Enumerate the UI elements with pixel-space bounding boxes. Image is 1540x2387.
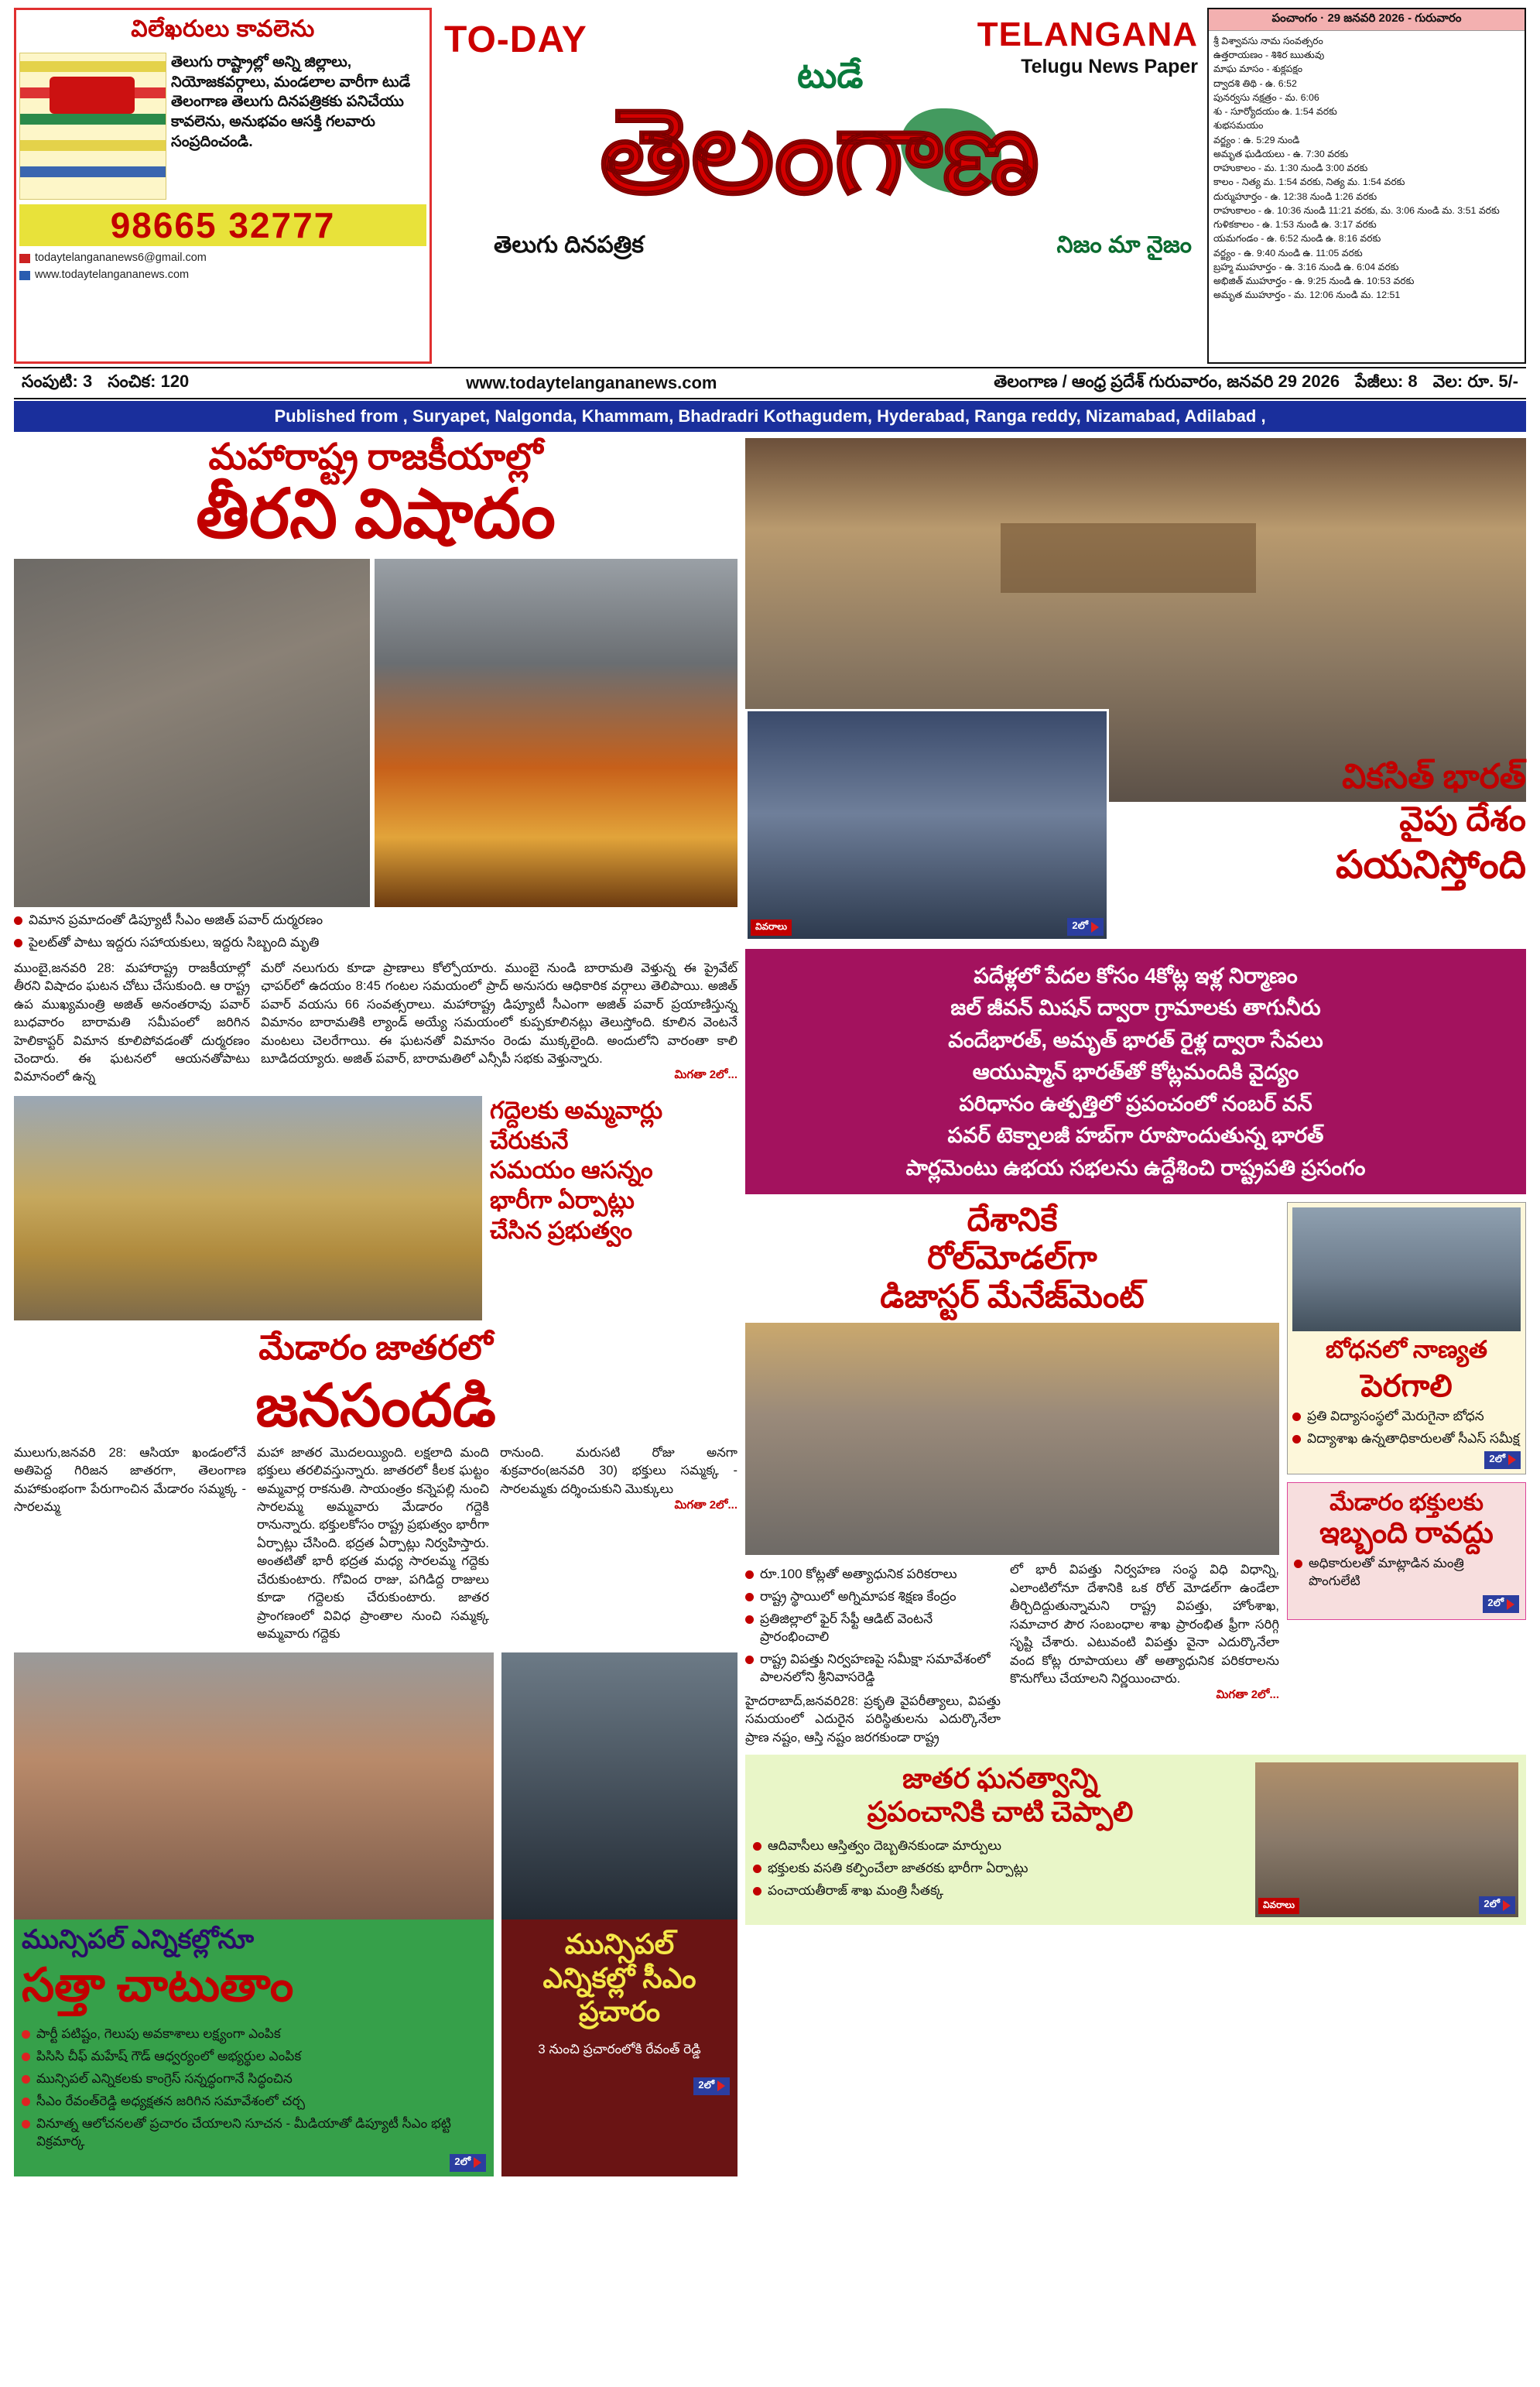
list-item — [753, 1837, 1247, 1855]
bullet-dot-icon — [22, 2120, 30, 2128]
lead-photo-crash — [375, 559, 737, 907]
panchangam-line: రాహుకాలం - మ. 1:30 నుండి 3:00 వరకు — [1213, 163, 1368, 174]
pages-label: పేజీలు: 8 — [1355, 371, 1418, 391]
paper-name: తెలంగాణ — [599, 87, 1040, 217]
photo-tag: వివరాలు — [1258, 1898, 1299, 1914]
medaram-headline-2: జనసందడి — [255, 1373, 496, 1439]
medaram-top — [14, 1096, 737, 1320]
bullet-dot-icon — [753, 1842, 761, 1851]
left-column — [14, 438, 737, 2176]
lead-body-col: మరో నలుగురు కూడా ప్రాణాలు కోల్పోయారు. ముంబై నుండి బారామతి వెళ్తున్న ఈ ప్రైవేట్ ఛాపర్‌లో ఉదయం 8:45 గంటల సమయంలో ప్రాద్ అనుసరు ఆధికారిక వర్గాలు తెలిపాయి. అజిత్ పవార్ వయసు 66 సంవత్సరాలు. మహారాష్ట్ర డిప్యూటీ సీఎంగా అజిత్ పవార్ ప్రయాణిస్తున్న విమానం బారామతికి ల్యాండ్ అయ్యే సమయంలో కుప్పకూలినట్లు తెలుస్తోంది. కూలిన వెంటనే మంటలు చెలరేగాయి. ఈ ఘటనతో విమానం రెండు ముక్కలైంది. అందులోని వారంతా కాలి బూడిదయ్యారు. అజిత్ పవార్, బారామతిలో ఎన్సీపీ సభకు వెళ్తున్నారు. — [261, 961, 737, 1067]
list-item — [745, 1651, 1001, 1687]
president-block — [745, 709, 1526, 941]
panchangam-line: మాఘ మాసం - శుక్లపక్షం — [1213, 63, 1303, 75]
panchangam-lines — [1209, 31, 1525, 305]
panchangam-line: శుభసమయం — [1213, 120, 1264, 132]
education-story — [1287, 1202, 1526, 1474]
medaram-headline-1: మేడారం జాతరలో — [258, 1328, 493, 1367]
bottom-left-row — [14, 1652, 737, 2176]
bullet-dot-icon — [22, 2053, 30, 2061]
point-line: పవర్ టెక్నాలజీ హబ్‌గా రూపొందుతున్న భారత్ — [947, 1123, 1324, 1148]
point-line: జల్ జీవన్ మిషన్ ద్వారా గ్రామాలకు తాగునీరు — [950, 995, 1321, 1020]
photo-tag: వివరాలు — [751, 920, 792, 936]
list-item — [745, 1566, 1001, 1584]
main-content — [14, 438, 1526, 2176]
cm-headline-2: ఎన్నికల్లో సీఎం — [542, 1961, 696, 1994]
list-item — [1292, 1408, 1521, 1426]
bullet-text: పిసిసి చీఫ్ మహేష్ గౌడ్ ఆధ్వర్యంలో అభ్యర్థుల ఎంపిక — [36, 2049, 302, 2064]
municipal-photo — [14, 1652, 494, 1920]
panchangam-line: అభిజిత్ ముహూర్తం - ఉ. 9:25 నుండి ఉ. 10:53 వరకు — [1213, 275, 1415, 286]
bullet-text: పార్టీ పటిష్టం, గెలుపు అవకాశాలు లక్ష్యంగా ఎంపిక — [36, 2026, 281, 2042]
lead-more-link[interactable]: మిగతా 2లో... — [674, 1068, 737, 1082]
ad-website: www.todaytelangananews.com — [35, 268, 190, 281]
paper-tagline: తెలుగు దినపత్రిక — [494, 232, 644, 258]
list-item — [753, 1882, 1247, 1900]
list-item — [1292, 1430, 1521, 1448]
panchangam-line: వర్జ్యం : ఉ. 5:29 నుండి — [1213, 134, 1300, 146]
list-item — [1294, 1555, 1519, 1591]
photo-more-tag[interactable]: 2లో — [1067, 918, 1104, 936]
bullet-dot-icon — [745, 1593, 754, 1601]
issue-label: సంచిక: 120 — [108, 371, 190, 391]
parliament-headline-line: వైపు దేశం — [1399, 800, 1526, 838]
medaram-small-headline-line: మేడారం భక్తులకు — [1330, 1489, 1484, 1515]
jatara-photo — [1255, 1762, 1518, 1917]
volume-label: సంపుటి: 3 — [22, 371, 93, 391]
medaram-more-link[interactable]: మిగతా 2లో... — [674, 1498, 737, 1512]
arrow-icon — [1503, 1900, 1511, 1911]
list-item — [22, 2093, 486, 2111]
bullet-text: విద్యాశాఖ ఉన్నతాధికారులతో సీఎస్ సమీక్ష — [1307, 1430, 1520, 1446]
list-item — [22, 2026, 486, 2043]
globe-icon — [19, 271, 30, 280]
lead-caption-col: ముంబై,జనవరి 28: మహారాష్ట్ర రాజకీయాల్లో తీరని విషాదం ఘటన చోటు చేసుకుంది. ఆ రాష్ట్ర ఉప ముఖ్యమంత్రి అజిత్ అనంతరావు పవార్ బుధవారం బారామతి సమీపంలో జరిగిన హెలికాప్టర్ విమాన కూలిపోవడంతో దుర్మరణం చెందారు. ఈ ఘటనలో ఆయనతోపాటు విమానంలో ఉన్న — [14, 961, 250, 1084]
lead-body — [14, 960, 737, 1087]
disaster-more-link[interactable]: మిగతా 2లో... — [1216, 1688, 1279, 1702]
cm-story — [501, 1652, 737, 2176]
bullet-text: మున్సిపల్ ఎన్నికలకు కాంగ్రెస్ సన్నద్ధంగానే సిద్ధంచిన — [36, 2071, 293, 2087]
list-item — [14, 934, 737, 952]
cm-photo — [501, 1652, 737, 1920]
panchangam-line: యమగండం - ఉ. 6:52 నుండి ఉ. 8:16 వరకు — [1213, 233, 1381, 245]
lead-kicker: మహారాష్ట్ర రాజకీయాల్లో — [208, 437, 543, 478]
paper-slogan: నిజం మా నైజం — [1056, 232, 1192, 258]
cm-headline-3: ప్రచారం — [579, 1995, 660, 2027]
disaster-headline-line: దేశానికే — [967, 1202, 1058, 1238]
disaster-photo — [745, 1323, 1279, 1555]
panchangam-line: గుళికకాలం - ఉ. 1:53 నుండి ఉ. 3:17 వరకు — [1213, 219, 1377, 231]
municipal-headline-2: సత్తా చాటుతాం — [22, 1960, 294, 2012]
panchangam-line: శ్రీ విశ్వావసు నామ సంవత్సరం — [1213, 36, 1323, 46]
right-side-boxes — [1287, 1202, 1526, 1748]
disaster-headline-line: రోల్‌మోడల్‌గా — [927, 1241, 1097, 1277]
disaster-caption: హైదరాబాద్,జనవరి28: ప్రకృతి వైపరీత్యాలు, విపత్తు సమయంలో ఎదురైన పరిస్థితులను ఎదుర్కొనేలా ప్రాణ నష్టం, ఆస్తి నష్టం జరగకుండా రాష్ట్ర — [745, 1694, 1001, 1745]
arrow-icon — [717, 2080, 725, 2091]
ad-phone-number: 98665 32777 — [19, 204, 426, 246]
parliament-headline-line: పయనిస్తోంది — [1336, 843, 1526, 886]
municipal-story — [14, 1652, 494, 2176]
bullet-dot-icon — [14, 916, 22, 925]
bullet-text: పైలట్‌తో పాటు ఇద్దరు సహాయకులు, ఇద్దరు సిబ్బంది మృతి — [29, 935, 320, 950]
masthead-title-block — [436, 8, 1203, 364]
municipal-headline-1: మున్సిపల్ ఎన్నికల్లోనూ — [22, 1926, 255, 1955]
bullet-dot-icon — [14, 939, 22, 947]
bullet-text: భక్తులకు వసతి కల్పించేలా జాతరకు భారీగా ఏర్పాట్లు — [768, 1860, 1028, 1875]
medaram-col1: మహా జాతర మొదలయ్యింది. లక్షలాది మంది భక్తులు తరలివస్తున్నారు. జాతరలో కీలక ఘట్టం అమ్మవార్ల రాకనుతి. సాయంత్రం కన్నెపల్లి నుంచి సారలమ్మ అమ్మవారు మేడారం గద్దెకి రానున్నారు. భక్తులకోసం రాష్ట్ర ప్రభుత్వం భారీగా ఏర్పాట్లు చేసింది. భద్రత ఏర్పాట్లు నిర్వహిస్తారు. అంతటితో భారీ భద్రత మధ్య సారలమ్మ గద్దెకు చేరుకుంటారు. గోవింద రాజు, పగిడిద్ద రాజులు కూడా గద్దెలకు చేరుకుంటారు. జాతర ప్రాంగణంలో వివిధ ప్రాంతాల నుంచి సమ్మక్క అమ్మవారు గద్దెకు — [257, 1445, 489, 1641]
education-headline-line: పెరగాలి — [1360, 1368, 1453, 1403]
disaster-story — [745, 1202, 1279, 1748]
issue-info-bar — [14, 367, 1526, 399]
medaram-side-line: చేరుకునే — [490, 1126, 569, 1154]
lead-photo-group — [14, 559, 737, 907]
panchangam-line: పునర్వసు నక్షత్రం - మ. 6:06 — [1213, 91, 1319, 103]
education-more-tag[interactable]: 2లో — [1484, 1451, 1521, 1469]
lead-bullets — [14, 912, 737, 952]
medaram-body — [14, 1444, 737, 1644]
bullet-text: పంచాయతీరాజ్ శాఖ మంత్రి సీతక్క — [768, 1882, 944, 1898]
list-item — [745, 1611, 1001, 1646]
bullet-text: ఆదివాసీలు ఆస్తిత్వం దెబ్బతినకుండా మార్పులు — [768, 1837, 1002, 1853]
panchangam-line: ఉత్తరాయణం - శిశిర ఋతువు — [1213, 50, 1325, 61]
masthead — [14, 8, 1526, 364]
ad-website-row — [19, 267, 426, 284]
panchangam-line: అమృత ముహూర్తం - మ. 12:06 నుండి మ. 12:51 — [1213, 289, 1401, 301]
panchangam-line: ద్వాదశి తిథి - ఉ. 6:52 — [1213, 77, 1297, 89]
panchangam-line: శు - సూర్యోదయం ఉ. 1:54 వరకు — [1213, 106, 1337, 118]
panchangam-line: కాలం - నిత్య మ. 1:54 వరకు, నిత్య మ. 1:54 వరకు — [1213, 176, 1405, 188]
panchangam-header: పంచాంగం · 29 జనవరి 2026 - గురువారం — [1209, 9, 1525, 31]
parliament-headline — [1117, 709, 1526, 941]
medaram-small-more-tag[interactable]: 2లో — [1483, 1595, 1519, 1613]
bullet-dot-icon — [1294, 1560, 1302, 1568]
bullet-dot-icon — [745, 1656, 754, 1664]
medaram-side-line: గద్దెలకు అమ్మవార్లు — [490, 1096, 663, 1124]
medaram-side-line: చేసిన ప్రభుత్వం — [490, 1216, 633, 1244]
parliament-headline-line: వికసిత్ భారత్ — [1342, 758, 1526, 796]
edition-label: తెలంగాణ / ఆంధ్ర ప్రదేశ్ గురువారం, జనవరి 29 2026 — [994, 371, 1340, 391]
medaram-side-line: భారీగా ఏర్పాట్లు — [490, 1187, 635, 1214]
ad-email-row — [19, 250, 426, 267]
medaram-small-story — [1287, 1482, 1526, 1621]
bullet-dot-icon — [22, 2030, 30, 2039]
disaster-col2: లో భారీ విపత్తు నిర్వహణ సంస్థ విధి విధాన్ని, ఎలాంటిలోనూ దేశానికి ఒక రోల్ మోడల్‌గా ఉండేలా తీర్చిదిద్దుతున్నామని రాష్ట్ర విపత్తు, హోంశాఖ, సమాచార పౌర సంబంధాల శాఖ ప్రారంభిత ఫ్రీగా సరిగ్గి సృష్టి చేశారు. ఎటువంటి విపత్తు వైనా ఎదుర్కొనేలా వంద కోట్ల రూపాయలు తో అత్యాధునిక పరికరాలను కొనుగోలు చేయాలని నిర్ణయించారు. — [1010, 1563, 1279, 1686]
website-link[interactable]: www.todaytelangananews.com — [466, 373, 717, 392]
bullet-text: వినూత్న ఆలోచనలతో ప్రచారం చేయాలని సూచన - మీడియాతో డిప్యూటీ సీఎం భట్టి విక్రమార్క — [36, 2116, 451, 2149]
bullet-text: సీఎం రేవంత్‌రెడ్డి అధ్యక్షతన జరిగిన సమావేశంలో చర్చ — [36, 2094, 306, 2109]
bullet-text: ప్రతిజిల్లాలో ఫైర్ సేఫ్టీ ఆడిట్ వెంటనే ప్రారంభించాలి — [760, 1611, 933, 1645]
panchangam-line: అమృత ఘడియలు - ఉ. 7:30 వరకు — [1213, 148, 1349, 159]
ad-body-text: తెలుగు రాష్ట్రాల్లో అన్ని జిల్లాలు, నియోజకవర్గాలు, మండలాల వారీగా టుడే తెలంగాణ తెలుగు దినపత్రికకు పనిచేయు కావలెను, అనుభవం ఆసక్తి గలవారు సంప్రదించండి. — [171, 53, 411, 150]
cm-subtext: 3 నుంచి ప్రచారంలోకి రేవంత్ రెడ్డి — [538, 2041, 701, 2057]
cm-more-tag[interactable]: 2లో — [693, 2077, 730, 2095]
arrow-icon — [474, 2157, 481, 2168]
president-photo — [745, 709, 1109, 941]
ad-thumbnail-image — [19, 53, 166, 200]
education-headline-line: బోధనలో నాణ్యత — [1326, 1335, 1487, 1363]
telangana-sublabel: Telugu News Paper — [1021, 56, 1198, 77]
cm-headline-1: మున్సిపల్ — [564, 1928, 675, 1961]
bullet-text: అధికారులతో మాట్లాడిన మంత్రి పొంగులేటి — [1309, 1556, 1464, 1589]
bullet-dot-icon — [753, 1865, 761, 1873]
disaster-education-row — [745, 1202, 1526, 1748]
list-item — [745, 1588, 1001, 1606]
panchangam-line: రాహుకాలం - ఉ. 10:36 నుండి 11:21 వరకు, మ. 3:06 నుండి మ. 3:51 వరకు — [1213, 204, 1500, 216]
list-item — [22, 2070, 486, 2088]
disaster-headline-line: డిజాస్టర్ మేనేజ్‌మెంట్ — [880, 1279, 1145, 1315]
bullet-dot-icon — [1292, 1413, 1301, 1421]
today-label: TO-DAY — [444, 19, 587, 60]
jatara-more-tag[interactable]: 2లో — [1479, 1896, 1515, 1914]
list-item — [753, 1860, 1247, 1878]
list-item — [22, 2048, 486, 2066]
panchangam-line: బ్రహ్మ ముహూర్తం - ఉ. 3:16 నుండి ఉ. 6:04 వరకు — [1213, 261, 1399, 272]
panchangam-box — [1207, 8, 1526, 364]
arrow-icon — [1091, 922, 1099, 933]
classified-ad-box — [14, 8, 432, 364]
panchangam-line: దుర్ముహూర్తం - ఉ. 12:38 నుండి 1:26 వరకు — [1213, 190, 1377, 202]
right-column — [745, 438, 1526, 2176]
jatara-story — [745, 1755, 1526, 1925]
published-from-bar: Published from , Suryapet, Nalgonda, Khammam, Bhadradri Kothagudem, Hyderabad, Ranga reddy, Nizamabad, Adilabad , — [14, 401, 1526, 432]
point-line: పరిధానం ఉత్పత్తిలో ప్రపంచంలో నంబర్ వన్ — [959, 1091, 1312, 1115]
bullet-text: ప్రతి విద్యాసంస్థలో మెరుగైనా బోధన — [1307, 1408, 1484, 1423]
point-line: పదేళ్లలో పేదల కోసం 4కోట్ల ఇళ్ల నిర్మాణం — [974, 964, 1298, 988]
bullet-dot-icon — [745, 1570, 754, 1579]
point-line: ఆయుష్మాన్ భారత్‌తో కోట్లమందికి వైద్యం — [972, 1059, 1299, 1084]
lead-headline: తీరని విషాదం — [196, 477, 556, 553]
bullet-text: రాష్ట్ర విపత్తు నిర్వహణపై సమీక్షా సమావేశంలో పాలనలోని శ్రీనివాసరెడ్డి — [760, 1652, 991, 1685]
point-line: పార్లమెంటు ఉభయ సభలను ఉద్దేశించి రాష్ట్రపతి ప్రసంగం — [905, 1155, 1366, 1180]
parliament-points-box — [745, 949, 1526, 1194]
ad-email: todaytelangananews6@gmail.com — [35, 252, 207, 264]
ad-title: విలేఖరులు కావలెను — [131, 16, 315, 42]
tude-logo-text: టుడే — [797, 55, 864, 95]
telangana-label: TELANGANA — [977, 15, 1198, 53]
arrow-icon — [1507, 1599, 1514, 1610]
list-item — [22, 2115, 486, 2151]
point-line: వందేభారత్, అమృత్ భారత్ రైళ్ల ద్వారా సేవలు — [948, 1027, 1323, 1052]
arrow-icon — [1508, 1454, 1516, 1465]
medaram-side-headline — [490, 1096, 737, 1320]
education-photo — [1292, 1207, 1521, 1331]
bullet-dot-icon — [1292, 1435, 1301, 1444]
bullet-dot-icon — [745, 1615, 754, 1624]
bullet-dot-icon — [22, 2075, 30, 2084]
medaram-caption: ములుగు,జనవరి 28: ఆసియా ఖండంలోనే అతిపెద్ద గిరిజన జాతరగా, తెలంగాణ మహాకుంభంగా పేరుగాంచిన మేడారం సమ్మక్క - సారలమ్మ — [14, 1445, 246, 1514]
bullet-text: విమాన ప్రమాదంతో డిప్యూటీ సీఎం అజిత్ పవార్ దుర్మరణం — [29, 913, 323, 928]
bullet-dot-icon — [753, 1887, 761, 1896]
bullet-text: రూ.100 కోట్లతో అత్యాధునిక పరికరాలు — [760, 1567, 957, 1582]
bullet-text: రాష్ట్ర స్థాయిలో అగ్నిమాపక శిక్షణ కేంద్రం — [760, 1589, 957, 1604]
jatara-headline-line: ప్రపంచానికి చాటి చెప్పాలి — [867, 1796, 1134, 1828]
price-label: వెల: రూ. 5/- — [1432, 371, 1518, 391]
lead-photo-people — [14, 559, 370, 907]
medaram-photo — [14, 1096, 482, 1320]
email-icon — [19, 254, 30, 263]
medaram-col2: రానుంది. మరుసటి రోజు అనగా శుక్రవారం(జనవరి 30) భక్తులు సమ్మక్క - సారలమ్మకు దర్శించుకుని మొక్కులు — [500, 1445, 737, 1496]
list-item — [14, 912, 737, 930]
panchangam-line: వర్జ్యం - ఉ. 9:40 నుండి ఉ. 11:05 వరకు — [1213, 247, 1363, 259]
jatara-headline-line: జాతర ఘనత్వాన్ని — [902, 1763, 1098, 1795]
medaram-side-line: సమయం ఆసన్నం — [490, 1156, 653, 1184]
medaram-small-headline-line: ఇబ్బంది రావద్దు — [1319, 1516, 1494, 1550]
bullet-dot-icon — [22, 2098, 30, 2106]
municipal-more-tag[interactable]: 2లో — [450, 2154, 486, 2172]
